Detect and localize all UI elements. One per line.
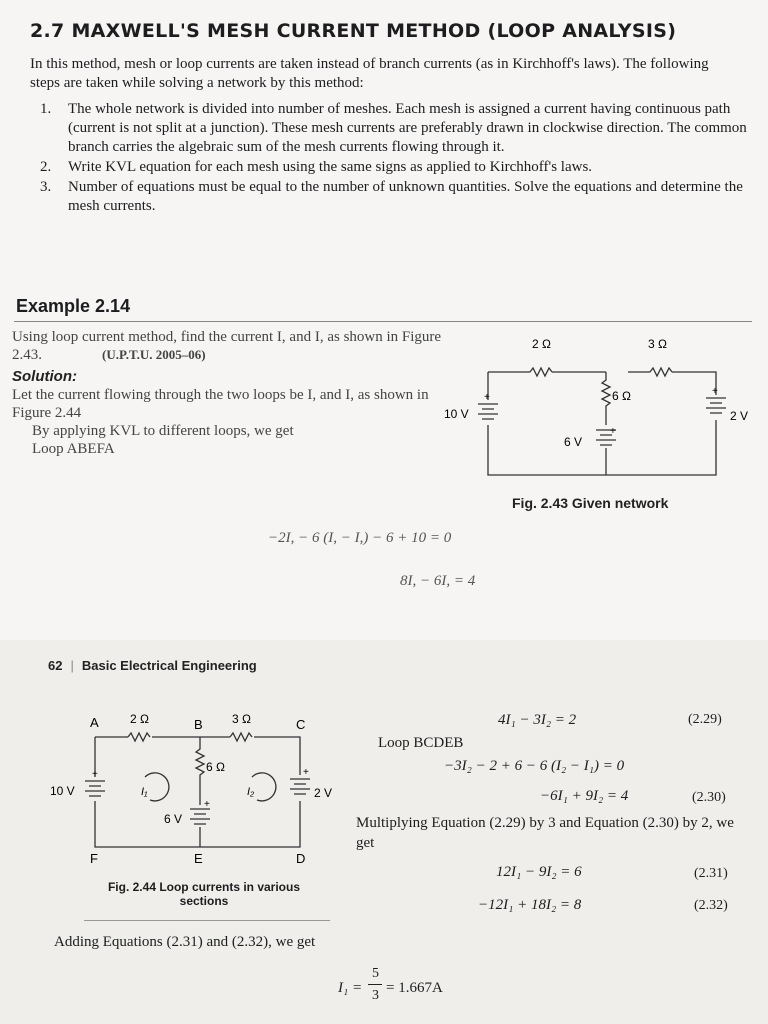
solution-label: Solution: — [12, 368, 77, 385]
kvl-equation: −2I, − 6 (I, − I,) − 6 + 10 = 0 — [268, 530, 452, 546]
list-item — [40, 178, 752, 216]
section-intro: In this method, mesh or loop currents are taken instead of branch currents (as in Kirchhoff's laws). The following steps are taken while solving a network by this method: — [30, 56, 709, 91]
equation-number: (2.29) — [688, 712, 722, 727]
polarity-plus: + — [303, 767, 309, 778]
solution-line: Let the current flowing through the two loops be I, and I, as shown in Figure 2.44 — [12, 387, 429, 421]
section-heading: 2.7 MAXWELL'S MESH CURRENT METHOD (LOOP ANALYSIS) — [30, 20, 677, 42]
resistor-label: 3 Ω — [232, 712, 251, 726]
equation: −3I₂ − 2 + 6 − 6 (I₂ − I₁) = 0 — [444, 758, 625, 774]
node-label: D — [296, 851, 306, 866]
kvl-line: By applying KVL to different loops, we get — [32, 423, 294, 439]
node-label: E — [194, 851, 203, 866]
loop-label: Loop BCDEB — [378, 735, 464, 751]
book-title: Basic Electrical Engineering — [81, 658, 257, 673]
equation-number: (2.31) — [694, 866, 728, 881]
example-body — [12, 328, 452, 458]
loop-current-label: I₂ — [247, 786, 255, 798]
source-label: 6 V — [164, 812, 183, 826]
resistor-label: 6 Ω — [612, 389, 631, 403]
step-text: The whole network is divided into number of meshes. Each mesh is assigned a current having continuous path (current is not split at a junction). These mesh currents are preferably drawn in clockwise direction. The common branch carries the algebraic sum of the mesh currents flowing through it. — [68, 101, 747, 155]
step-text: Number of equations must be equal to the number of unknown quantities. Solve the equations and determine the mesh currents. — [68, 179, 743, 214]
page-header: 62 | Basic Electrical Engineering — [48, 658, 257, 673]
list-item — [40, 100, 752, 157]
exam-reference: (U.P.T.U. 2005–06) — [102, 347, 206, 362]
source-label: 10 V — [444, 407, 469, 421]
divider — [14, 321, 752, 322]
source-label: 6 V — [564, 435, 583, 449]
equation: 12I₁ − 9I₂ = 6 — [496, 864, 582, 880]
circuit-diagram-fig-2-44 — [40, 705, 350, 875]
step-number: 3. — [40, 179, 52, 195]
fraction-numerator: 5 — [372, 966, 379, 981]
resistor-label: 2 Ω — [130, 712, 149, 726]
polarity-plus: + — [484, 392, 490, 403]
step-text: Write KVL equation for each mesh using the same signs as applied to Kirchhoff's laws. — [68, 159, 593, 175]
node-label: B — [194, 717, 203, 732]
list-item — [40, 158, 752, 177]
node-label: F — [90, 851, 98, 866]
loop-label: Loop ABEFA — [32, 441, 115, 457]
polarity-plus: + — [712, 386, 718, 397]
step-number: 1. — [40, 101, 52, 117]
polarity-plus: + — [204, 799, 210, 810]
steps-list — [40, 100, 752, 217]
result-value: = 1.667A — [386, 980, 443, 996]
step-number: 2. — [40, 159, 52, 175]
example-title: Example 2.14 — [16, 296, 131, 316]
equation-number: (2.30) — [692, 790, 726, 805]
resistor-label: 6 Ω — [206, 760, 225, 774]
kvl-equation: 8I, − 6I, = 4 — [400, 573, 476, 589]
source-label: 2 V — [730, 409, 749, 423]
source-label: 10 V — [50, 784, 75, 798]
figure-caption: Fig. 2.43 Given network — [512, 495, 669, 511]
problem-statement: Using loop current method, find the current I, and I, as shown in Figure 2.43. (U.P.T.U. 2005–06) — [12, 329, 442, 363]
node-label: C — [296, 717, 306, 732]
equation: −6I₁ + 9I₂ = 4 — [540, 788, 629, 804]
node-label: A — [90, 715, 99, 730]
equation: 4I₁ − 3I₂ = 2 — [498, 712, 577, 728]
multiply-text: Multiplying Equation (2.29) by 3 and Equation (2.30) by 2, we get — [356, 815, 734, 851]
source-label: 2 V — [314, 786, 333, 800]
divider — [84, 920, 330, 921]
circuit-diagram-fig-2-43 — [440, 330, 760, 480]
equation-number: (2.32) — [694, 898, 728, 913]
equation: −12I₁ + 18I₂ = 8 — [478, 897, 582, 913]
result-lhs: I₁ = — [338, 980, 363, 996]
loop-current-label: I₁ — [141, 786, 148, 798]
polarity-plus: + — [610, 426, 616, 437]
polarity-plus: + — [92, 769, 98, 780]
resistor-label: 3 Ω — [648, 337, 667, 351]
fraction-bar — [368, 984, 382, 985]
page-number: 62 — [48, 658, 63, 673]
resistor-label: 2 Ω — [532, 337, 551, 351]
adding-text: Adding Equations (2.31) and (2.32), we get — [54, 934, 316, 950]
final-result — [338, 966, 478, 1016]
figure-caption: Fig. 2.44 Loop currents in various sections — [107, 880, 301, 908]
fraction-denominator: 3 — [372, 988, 379, 1003]
